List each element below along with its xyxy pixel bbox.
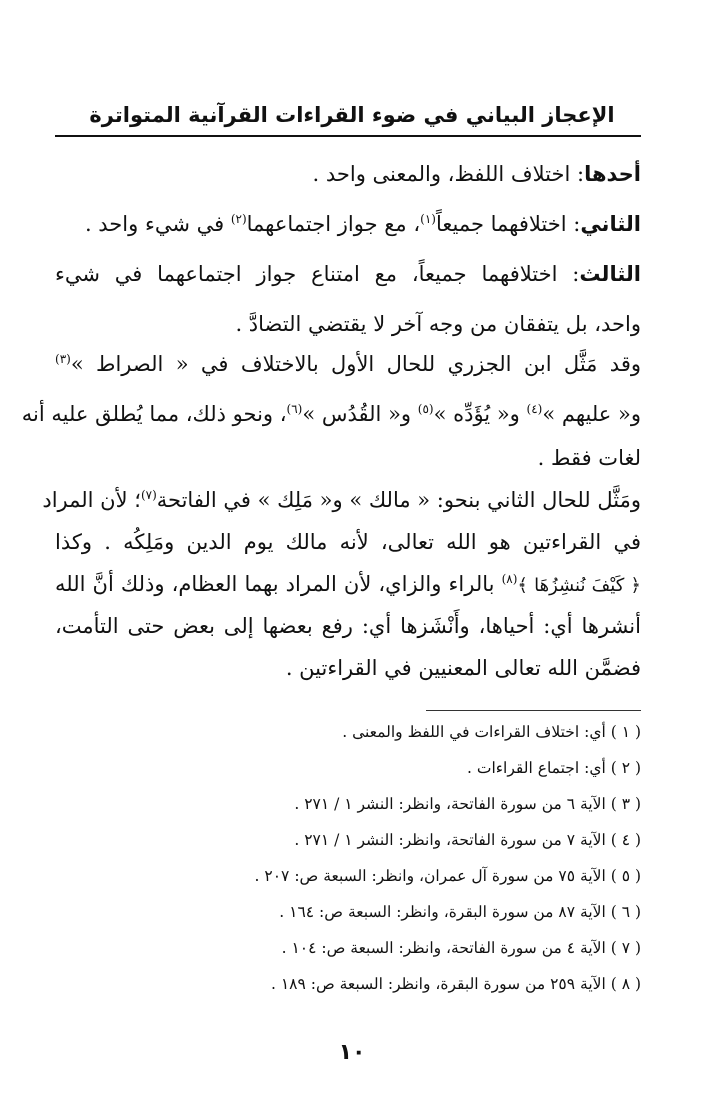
header-rule — [55, 135, 641, 137]
line-8-part-a: ومَثَّل للحال الثاني بنحو: « مالك » و« مَلِك » في الفاتحة — [156, 488, 641, 512]
line-4-text: واحد، بل يتفقان من وجه آخر لا يقتضي التضادَّ . — [235, 312, 641, 336]
line-10-part-b: بالراء والزاي، لأن المراد بهما العظام، وذلك أنَّ الله — [55, 572, 502, 596]
body-line-3 — [55, 258, 641, 290]
line-6-part-d: ، ونحو ذلك، مما يُطلق عليه أنه — [21, 402, 287, 426]
footnote-5: ( ٥ ) الآية ٧٥ من سورة آل عمران، وانظر: السبعة ص: ٢٠٧ . — [254, 867, 641, 885]
quran-verse-quote: ﴿ كَيْفَ نُنشِزُهَا ﴾ — [517, 575, 641, 596]
running-title: الإعجاز البياني في ضوء القراءات القرآنية المتواترة — [89, 103, 615, 127]
footnote-marker-2: (٢) — [230, 212, 247, 226]
footnote-marker-5: (٥) — [417, 402, 434, 416]
body-line-4 — [55, 308, 641, 340]
footnote-7: ( ٧ ) الآية ٤ من سورة الفاتحة، وانظر: السبعة ص: ١٠٤ . — [281, 939, 641, 957]
footnote-marker-3: (٣) — [55, 352, 71, 366]
label-first: أحدها — [584, 162, 641, 186]
footnote-6: ( ٦ ) الآية ٨٧ من سورة البقرة، وانظر: السبعة ص: ١٦٤ . — [279, 903, 641, 921]
body-line-7 — [55, 442, 641, 474]
body-line-2 — [55, 208, 641, 240]
page-number: ١٠ — [338, 1040, 366, 1065]
line-2-part-a: : اختلافهما جميعاً — [435, 212, 581, 236]
footnote-1: ( ١ ) أي: اختلاف القراءات في اللفظ والمعنى . — [342, 723, 641, 741]
line-2-part-b: ، مع جواز اجتماعهما — [246, 212, 421, 236]
line-11-text: أنشرها أي: أحياها، وأَنْشَزها أي: رفع بعضها إلى بعض حتى التأمت، — [55, 614, 641, 638]
line-6-part-c: و« القُدُس » — [302, 402, 418, 426]
body-line-8 — [42, 484, 641, 516]
footnote-8: ( ٨ ) الآية ٢٥٩ من سورة البقرة، وانظر: السبعة ص: ١٨٩ . — [270, 975, 641, 993]
label-second: الثاني — [580, 212, 641, 236]
footnote-marker-8: (٨) — [501, 572, 518, 586]
line-12-text: فضمَّن الله تعالى المعنيين في القراءتين . — [285, 656, 641, 680]
footnote-3: ( ٣ ) الآية ٦ من سورة الفاتحة، وانظر: النشر ١ / ٢٧١ . — [294, 795, 641, 813]
body-line-12 — [55, 652, 641, 684]
body-line-5 — [55, 348, 641, 380]
body-line-9 — [55, 526, 641, 558]
line-1-text: : اختلاف اللفظ، والمعنى واحد . — [312, 162, 585, 186]
line-9-text: في القراءتين هو الله تعالى، لأنه مالك يوم الدين ومَلِكُه . وكذا — [55, 530, 641, 554]
line-7-text: لغات فقط . — [537, 446, 641, 470]
body-line-6 — [21, 398, 641, 430]
footnote-marker-7: (٧) — [140, 488, 157, 502]
footnote-separator — [426, 710, 641, 711]
body-line-11 — [55, 610, 641, 642]
line-6-part-a: و« عليهم » — [542, 402, 641, 426]
line-3-text: : اختلافهما جميعاً، مع امتناع جواز اجتماعهما في شيء — [55, 262, 580, 286]
line-6-part-b: و« يُؤَدِّه » — [433, 402, 527, 426]
line-2-part-c: في شيء واحد . — [84, 212, 231, 236]
body-line-1 — [55, 158, 641, 190]
footnote-marker-4: (٤) — [526, 402, 543, 416]
line-5-part-a: وقد مَثَّل ابن الجزري للحال الأول بالاختلاف في « الصراط » — [70, 352, 641, 376]
body-line-10 — [55, 568, 641, 602]
footnote-4: ( ٤ ) الآية ٧ من سورة الفاتحة، وانظر: النشر ١ / ٢٧١ . — [294, 831, 641, 849]
line-8-part-b: ؛ لأن المراد — [42, 488, 141, 512]
label-third: الثالث — [579, 262, 641, 286]
footnote-marker-6: (٦) — [286, 402, 303, 416]
footnote-marker-1: (١) — [420, 212, 436, 226]
footnote-2: ( ٢ ) أي: اجتماع القراءات . — [467, 759, 641, 777]
